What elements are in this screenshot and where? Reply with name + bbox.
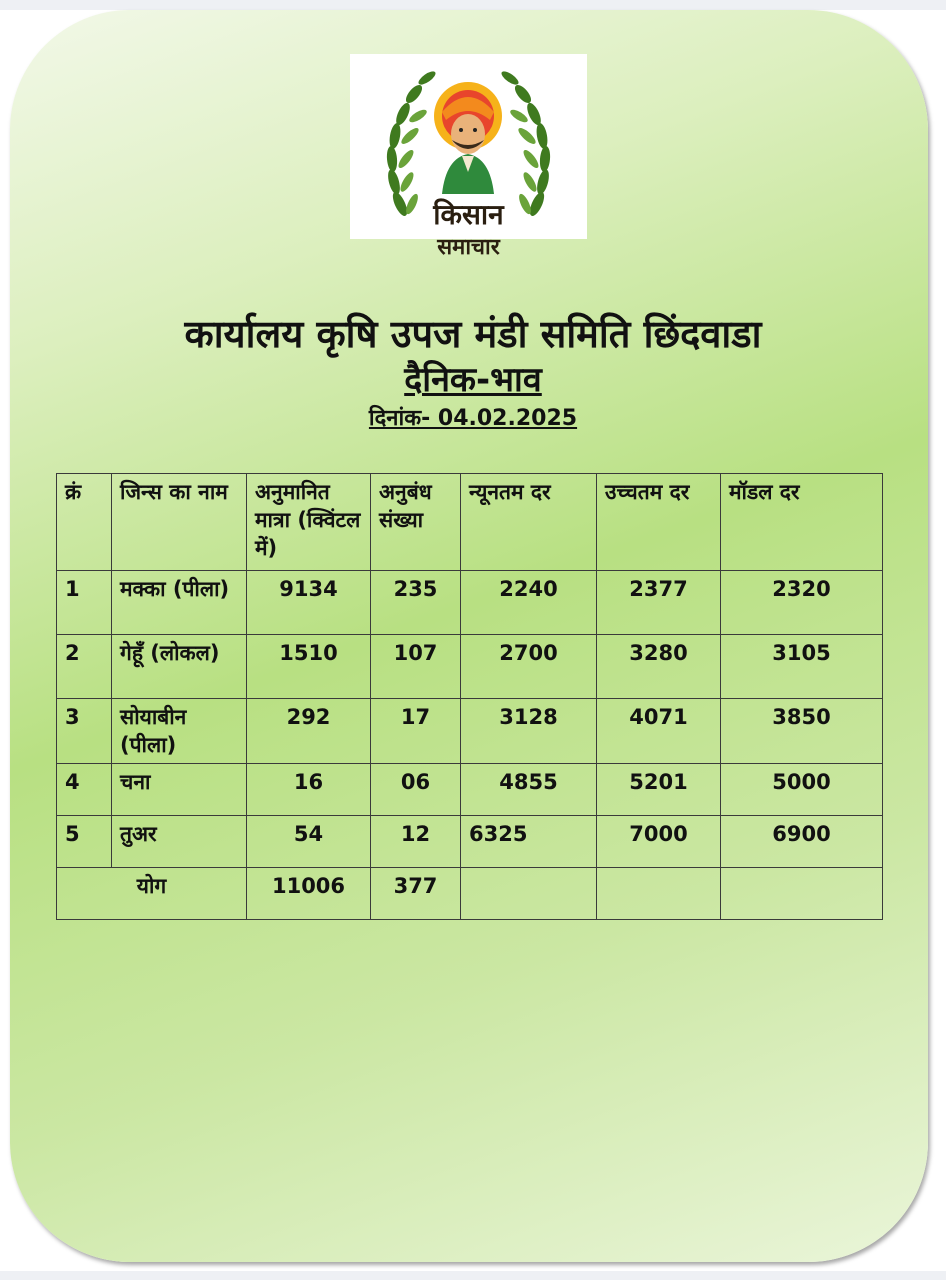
- date-text: दिनांक- 04.02.2025: [368, 406, 578, 431]
- cell-min-rate: 2240: [461, 571, 597, 635]
- cell-commodity: सोयाबीन (पीला): [112, 699, 247, 764]
- report-date: [0, 404, 946, 434]
- cell-max-rate: 3280: [597, 635, 721, 699]
- total-label: योग: [57, 868, 247, 920]
- total-empty-cell: [461, 868, 597, 920]
- cell-commodity: चना: [112, 764, 247, 816]
- total-row: [57, 868, 883, 920]
- cell-modal-rate: 2320: [721, 571, 883, 635]
- report-subtitle: [0, 358, 946, 402]
- kisan-samachar-logo: [350, 54, 587, 260]
- table-row: [57, 764, 883, 816]
- total-empty-cell: [721, 868, 883, 920]
- cell-modal-rate: 3105: [721, 635, 883, 699]
- rates-table: [56, 473, 883, 920]
- cell-quantity: 54: [247, 816, 371, 868]
- cell-max-rate: 4071: [597, 699, 721, 764]
- cell-serial: 2: [57, 635, 112, 699]
- cell-contracts: 17: [371, 699, 461, 764]
- total-empty-cell: [597, 868, 721, 920]
- cell-modal-rate: 6900: [721, 816, 883, 868]
- cell-max-rate: 5201: [597, 764, 721, 816]
- office-title: कार्यालय कृषि उपज मंडी समिति छिंदवाडा: [184, 312, 762, 356]
- header-serial: क्रं: [57, 474, 112, 571]
- cell-quantity: 9134: [247, 571, 371, 635]
- cell-max-rate: 7000: [597, 816, 721, 868]
- total-quantity: 11006: [247, 868, 371, 920]
- cell-commodity: तुअर: [112, 816, 247, 868]
- cell-commodity: गेहूँ (लोकल): [112, 635, 247, 699]
- cell-contracts: 12: [371, 816, 461, 868]
- cell-serial: 4: [57, 764, 112, 816]
- cell-max-rate: 2377: [597, 571, 721, 635]
- cell-modal-rate: 5000: [721, 764, 883, 816]
- cell-min-rate: 2700: [461, 635, 597, 699]
- cell-quantity: 16: [247, 764, 371, 816]
- table-header-row: [57, 474, 883, 571]
- cell-serial: 3: [57, 699, 112, 764]
- cell-contracts: 06: [371, 764, 461, 816]
- table-row: [57, 635, 883, 699]
- table-row: [57, 571, 883, 635]
- header-modal-rate: मॉडल दर: [721, 474, 883, 571]
- header-contracts: अनुबंध संख्या: [371, 474, 461, 571]
- cell-contracts: 235: [371, 571, 461, 635]
- bottom-edge: [0, 1271, 946, 1280]
- cell-commodity: मक्का (पीला): [112, 571, 247, 635]
- header-commodity: जिन्स का नाम: [112, 474, 247, 571]
- header-max-rate: उच्चतम दर: [597, 474, 721, 571]
- header-min-rate: न्यूनतम दर: [461, 474, 597, 571]
- table-row: [57, 699, 883, 764]
- cell-quantity: 292: [247, 699, 371, 764]
- top-edge: [0, 0, 946, 10]
- cell-modal-rate: 3850: [721, 699, 883, 764]
- subtitle-text: दैनिक-भाव: [404, 360, 542, 400]
- cell-contracts: 107: [371, 635, 461, 699]
- cell-quantity: 1510: [247, 635, 371, 699]
- cell-serial: 5: [57, 816, 112, 868]
- logo-text-samachar: समाचार: [437, 235, 500, 260]
- cell-serial: 1: [57, 571, 112, 635]
- total-contracts: 377: [371, 868, 461, 920]
- cell-min-rate: 3128: [461, 699, 597, 764]
- header-quantity: अनुमानित मात्रा (क्विंटल में): [247, 474, 371, 571]
- cell-min-rate: 6325: [461, 816, 597, 868]
- logo-text-kisan: किसान: [433, 198, 504, 231]
- cell-min-rate: 4855: [461, 764, 597, 816]
- table-row: [57, 816, 883, 868]
